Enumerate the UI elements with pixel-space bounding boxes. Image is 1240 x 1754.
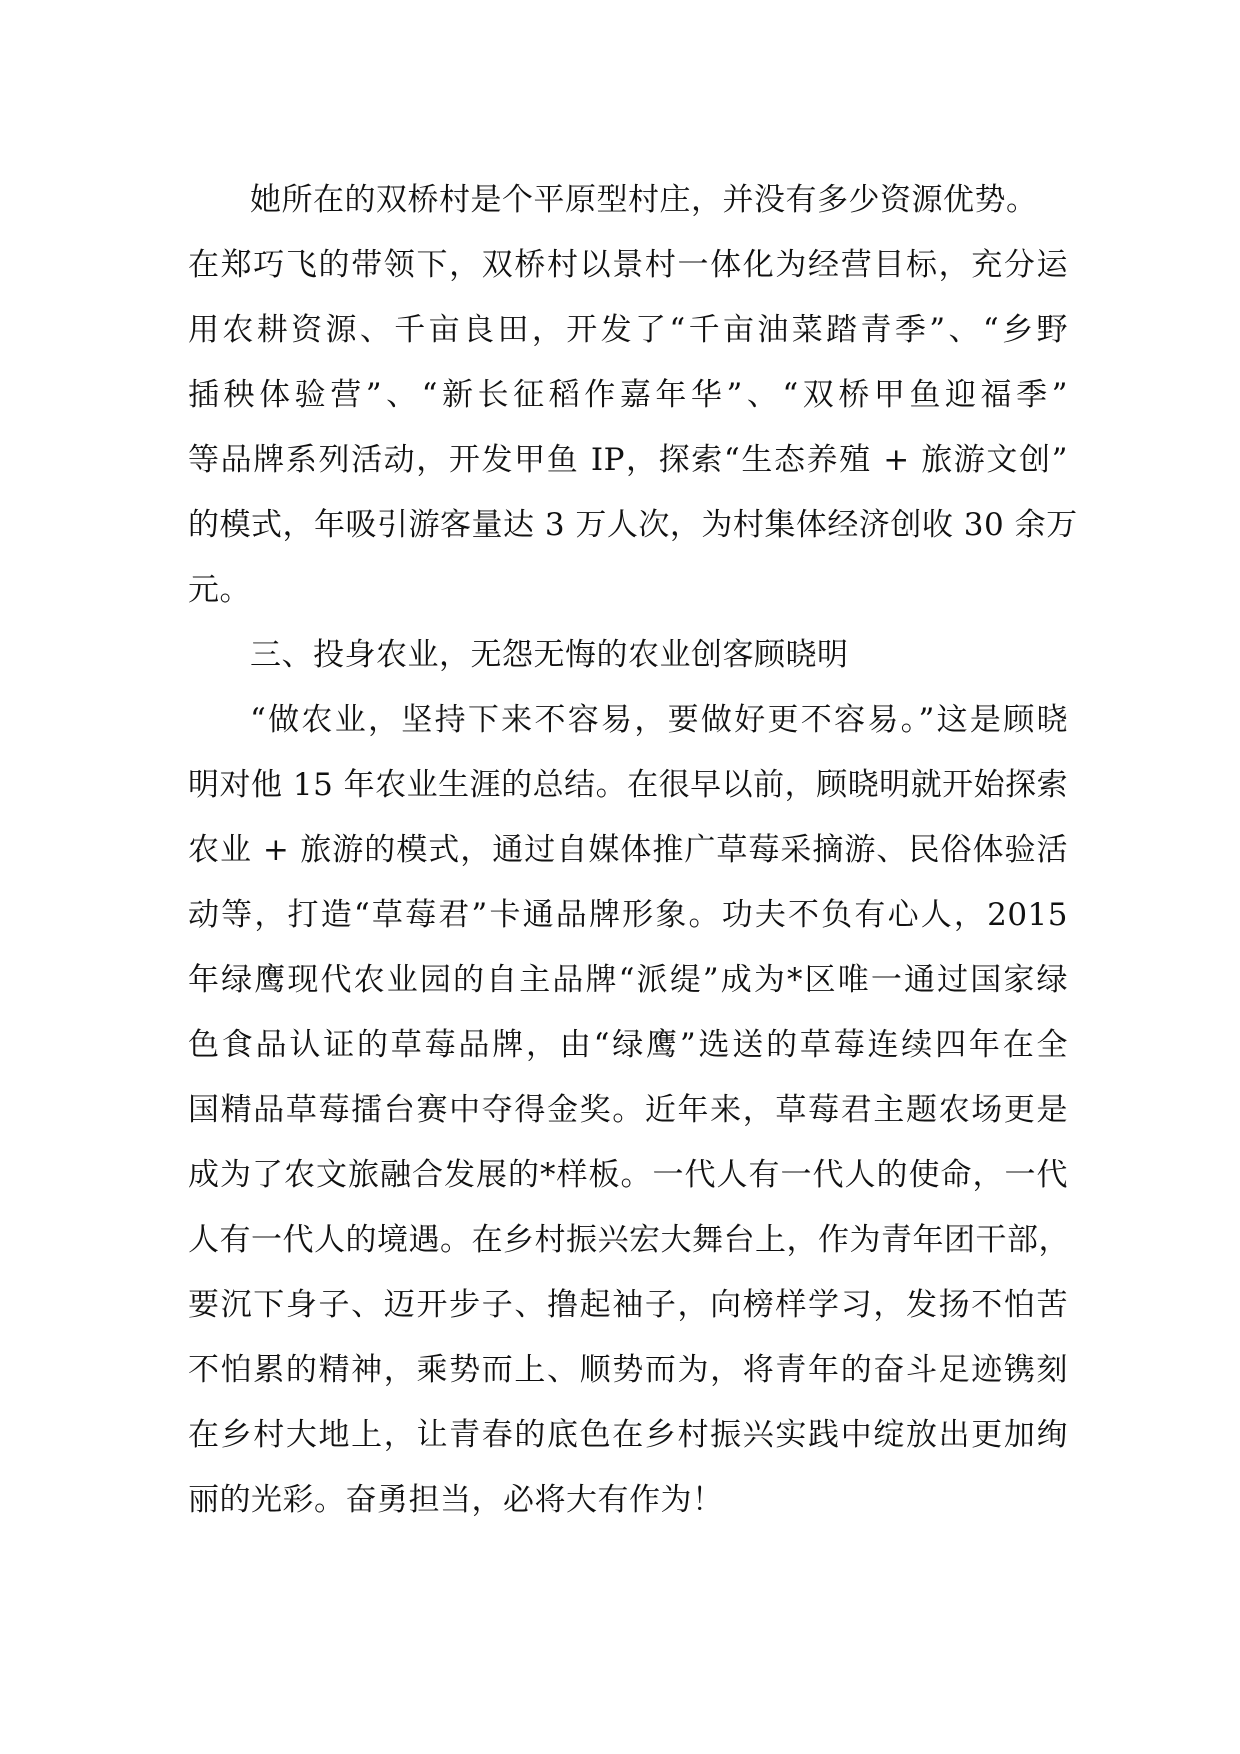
- text-line: 在郑巧飞的带领下，双桥村以景村一体化为经营目标，充分运: [188, 247, 1068, 283]
- section-heading-text: 三、投身农业，无怨无悔的农业创客顾晓明: [250, 637, 849, 673]
- text-line: 在乡村大地上，让青春的底色在乡村振兴实践中绽放出更加绚: [188, 1417, 1068, 1453]
- text-line: 动等，打造“草莓君”卡通品牌形象。功夫不负有心人，2015: [188, 897, 1068, 933]
- section-heading: [188, 623, 1068, 688]
- text-line: 不怕累的精神，乘势而上、顺势而为，将青年的奋斗足迹镌刻: [188, 1352, 1068, 1388]
- text-line: 的模式，年吸引游客量达 3 万人次，为村集体经济创收 30 余万: [188, 507, 1078, 543]
- text-line: 她所在的双桥村是个平原型村庄，并没有多少资源优势。: [250, 182, 1038, 218]
- paragraph-gu-xiaoming: [188, 688, 1068, 1533]
- text-line: 国精品草莓擂台赛中夺得金奖。近年来，草莓君主题农场更是: [188, 1092, 1068, 1128]
- text-line: 色食品认证的草莓品牌，由“绿鹰”选送的草莓连续四年在全: [188, 1027, 1068, 1063]
- text-line: 用农耕资源、千亩良田，开发了“千亩油菜踏青季”、“乡野: [188, 312, 1068, 348]
- paragraph-shuangqiao-village: [188, 168, 1078, 623]
- text-line: 元。: [188, 572, 251, 608]
- text-line: 要沉下身子、迈开步子、撸起袖子，向榜样学习，发扬不怕苦: [188, 1287, 1068, 1323]
- text-line: 明对他 15 年农业生涯的总结。在很早以前，顾晓明就开始探索: [188, 767, 1069, 803]
- text-line: 农业 + 旅游的模式，通过自媒体推广草莓采摘游、民俗体验活: [188, 832, 1068, 868]
- document-body: [188, 168, 1078, 1533]
- text-line: 丽的光彩。奋勇担当，必将大有作为！: [188, 1482, 724, 1518]
- text-line: “做农业，坚持下来不容易，要做好更不容易。”这是顾晓: [250, 702, 1068, 738]
- text-line: 年绿鹰现代农业园的自主品牌“派缇”成为*区唯一通过国家绿: [188, 962, 1068, 998]
- text-line: 等品牌系列活动，开发甲鱼 IP，探索“生态养殖 + 旅游文创”: [188, 442, 1068, 478]
- text-line: 成为了农文旅融合发展的*样板。一代人有一代人的使命，一代: [188, 1157, 1068, 1193]
- text-line: 插秧体验营”、“新长征稻作嘉年华”、“双桥甲鱼迎福季”: [188, 377, 1068, 413]
- text-line: 人有一代人的境遇。在乡村振兴宏大舞台上，作为青年团干部，: [188, 1222, 1070, 1258]
